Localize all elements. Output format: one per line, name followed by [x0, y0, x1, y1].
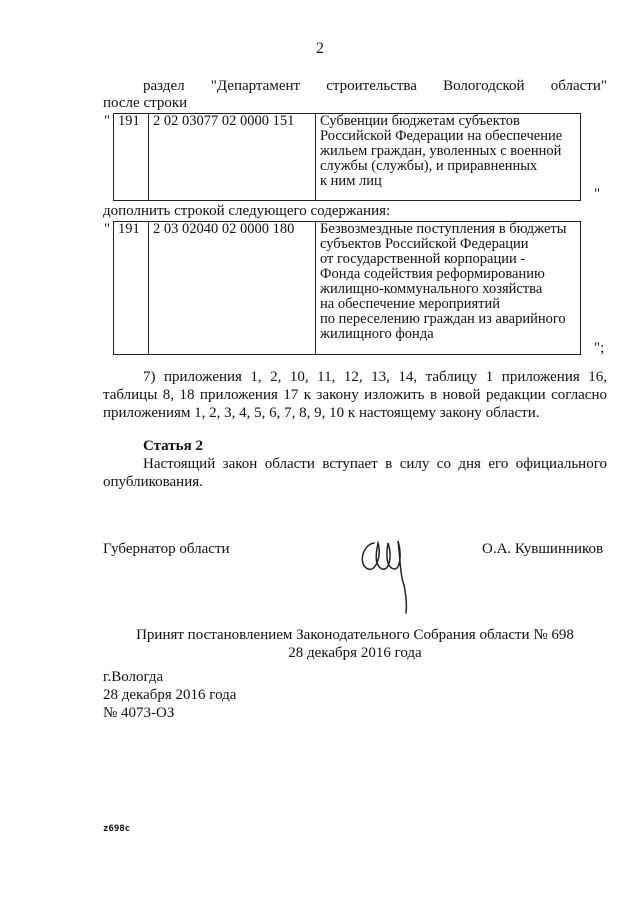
- desc-line: Субвенции бюджетам субъектов: [320, 113, 520, 129]
- adopted-line-2: 28 декабря 2016 года: [288, 645, 422, 661]
- desc-line: жильем граждан, уволенных с военной: [320, 143, 562, 159]
- signature-name: О.А. Кувшинников: [482, 541, 604, 557]
- item7-line-1: 7) приложения 1, 2, 10, 11, 12, 13, 14, таблицу 1 приложения 16,: [143, 369, 607, 385]
- place-number: № 4073-ОЗ: [103, 705, 175, 721]
- desc-line: Безвозмездные поступления в бюджеты: [320, 221, 567, 237]
- item7-line-2: таблицы 8, 18 приложения 17 к закону изложить в новой редакции согласно: [103, 387, 607, 403]
- row1-code: 191: [114, 114, 149, 201]
- row2-code: 191: [114, 222, 149, 355]
- intro-line-2: после строки: [103, 95, 188, 111]
- desc-line: Российской Федерации на обеспечение: [320, 128, 563, 144]
- stamp-code: z698c: [103, 824, 131, 834]
- intro-word: области": [550, 78, 607, 94]
- row1-table: [113, 113, 581, 201]
- row1-open-quote: ": [104, 113, 111, 129]
- row1-description: [316, 114, 581, 201]
- desc-line: жилищно-коммунального хозяйства: [320, 281, 543, 297]
- article-line-2: опубликования.: [103, 474, 203, 490]
- item7-line-3: приложениям 1, 2, 3, 4, 5, 6, 7, 8, 9, 10 к настоящему закону области.: [103, 405, 540, 421]
- between-line: дополнить строкой следующего содержания:: [103, 203, 391, 219]
- intro-word: раздел: [143, 78, 185, 94]
- place-date: 28 декабря 2016 года: [103, 687, 237, 703]
- intro-line-1: [143, 78, 607, 95]
- row2-description: [316, 222, 581, 355]
- intro-word: строительства: [326, 78, 417, 94]
- row1-kbk: 2 02 03077 02 0000 151: [149, 114, 316, 201]
- handwritten-signature: [352, 525, 422, 615]
- article-line-1: Настоящий закон области вступает в силу со дня его официального: [143, 456, 607, 472]
- desc-line: Фонда содействия реформированию: [320, 266, 545, 282]
- intro-word: Вологодской: [443, 78, 525, 94]
- intro-word: "Департамент: [210, 78, 301, 94]
- row2-close-quote: ";: [594, 340, 605, 356]
- page-number: 2: [316, 40, 324, 57]
- desc-line: на обеспечение мероприятий: [320, 296, 501, 312]
- row2-open-quote: ": [104, 221, 111, 237]
- desc-line: к ним лиц: [320, 173, 382, 189]
- desc-line: службы (службы), и приравненных: [320, 158, 538, 174]
- adopted-line-1: Принят постановлением Законодательного Собрания области № 698: [136, 627, 574, 643]
- desc-line: от государственной корпорации -: [320, 251, 526, 267]
- desc-line: жилищного фонда: [320, 326, 434, 342]
- signature-position: Губернатор области: [103, 541, 230, 557]
- row1-close-quote: ": [594, 186, 601, 202]
- row2-kbk: 2 03 02040 02 0000 180: [149, 222, 316, 355]
- article-title: Статья 2: [143, 438, 203, 454]
- desc-line: субъектов Российской Федерации: [320, 236, 529, 252]
- desc-line: по переселению граждан из аварийного: [320, 311, 566, 327]
- place-city: г.Вологда: [103, 669, 164, 685]
- row2-table: [113, 221, 581, 355]
